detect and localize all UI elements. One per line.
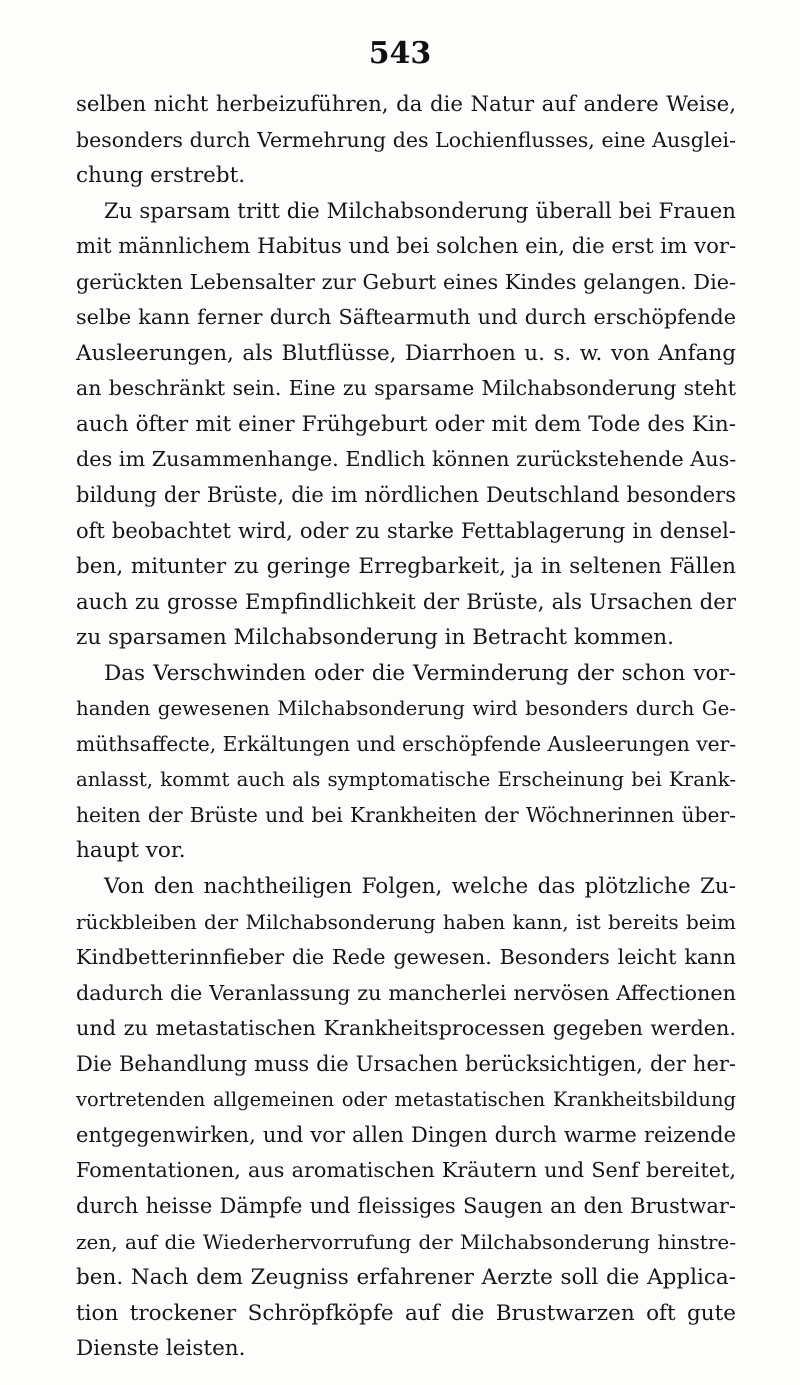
text-line: haupt vor. <box>76 838 186 864</box>
text-line: selbe kann ferner durch Säftearmuth und durch erschöpfende <box>76 305 736 330</box>
text-line: Von den nachtheiligen Folgen, welche das plötzliche Zu- <box>104 874 736 900</box>
text-line: chung erstrebt. <box>76 163 246 189</box>
text-line: vortretenden allgemeinen oder metastatischen Krankheitsbildung <box>76 1088 736 1112</box>
text-line: dadurch die Veranlassung zu mancherlei nervösen Affectionen <box>76 980 736 1005</box>
text-line: ben, mitunter zu geringe Erregbarkeit, ja in seltenen Fällen <box>76 554 736 580</box>
text-line: handen gewesenen Milchabsonderung wird besonders durch Ge- <box>76 697 736 721</box>
text-line: Zu sparsam tritt die Milchabsonderung überall bei Frauen <box>104 198 736 224</box>
text-line: durch heisse Dämpfe und fleissiges Saugen an den Brustwar- <box>76 1193 736 1218</box>
page-number: 543 <box>368 36 432 71</box>
text-line: an beschränkt sein. Eine zu sparsame Milchabsonderung steht <box>76 376 736 401</box>
text-line: zen, auf die Wiederhervorrufung der Milchabsonderung hinstre- <box>76 1229 736 1254</box>
body-text <box>76 87 736 1367</box>
text-line: Kindbetterinnfieber die Rede gewesen. Besonders leicht kann <box>76 945 736 970</box>
text-line: auch zu grosse Empfindlichkeit der Brüste, als Ursachen der <box>76 589 736 615</box>
text-line: rückbleiben der Milchabsonderung haben kann, ist bereits beim <box>76 909 736 934</box>
text-line: mit männlichem Habitus und bei solchen ein, die erst im vor- <box>76 234 737 260</box>
text-line: Die Behandlung muss die Ursachen berücksichtigen, der her- <box>76 1051 736 1076</box>
text-line: Ausleerungen, als Blutflüsse, Diarrhoen u. s. w. von Anfang <box>76 340 736 366</box>
text-line: des im Zusammenhange. Endlich können zurückstehende Aus- <box>76 447 737 472</box>
text-line: müthsaffecte, Erkältungen und erschöpfende Ausleerungen ver- <box>76 731 737 756</box>
text-line: ben. Nach dem Zeugniss erfahrener Aerzte soll die Applica- <box>76 1265 736 1291</box>
text-line: und zu metastatischen Krankheitsprocessen gegeben werden. <box>76 1016 736 1041</box>
text-line: besonders durch Vermehrung des Lochienflusses, eine Ausglei- <box>76 127 736 152</box>
text-line: Dienste leisten. <box>76 1336 246 1362</box>
text-line: selben nicht herbeizuführen, da die Natur auf andere Weise, <box>76 92 736 117</box>
text-line: heiten der Brüste und bei Krankheiten der Wöchnerinnen über- <box>76 802 736 827</box>
text-line: anlasst, kommt auch als symptomatische Erscheinung bei Krank- <box>76 768 736 792</box>
text-line: Fomentationen, aus aromatischen Kräutern und Senf bereitet, <box>76 1158 736 1183</box>
text-line: entgegenwirken, und vor allen Dingen durch warme reizende <box>76 1122 736 1147</box>
text-line: auch öfter mit einer Frühgeburt oder mit dem Tode des Kin- <box>76 411 736 437</box>
text-line: zu sparsamen Milchabsonderung in Betracht kommen. <box>76 625 674 651</box>
text-line: tion trockener Schröpfköpfe auf die Brustwarzen oft gute <box>76 1300 736 1326</box>
text-line: bildung der Brüste, die im nördlichen Deutschland besonders <box>76 483 736 508</box>
text-line: gerückten Lebensalter zur Geburt eines Kindes gelangen. Die- <box>76 269 736 294</box>
text-line: Das Verschwinden oder die Verminderung der schon vor- <box>104 660 736 686</box>
text-line: oft beobachtet wird, oder zu starke Fettablagerung in densel- <box>76 518 736 543</box>
